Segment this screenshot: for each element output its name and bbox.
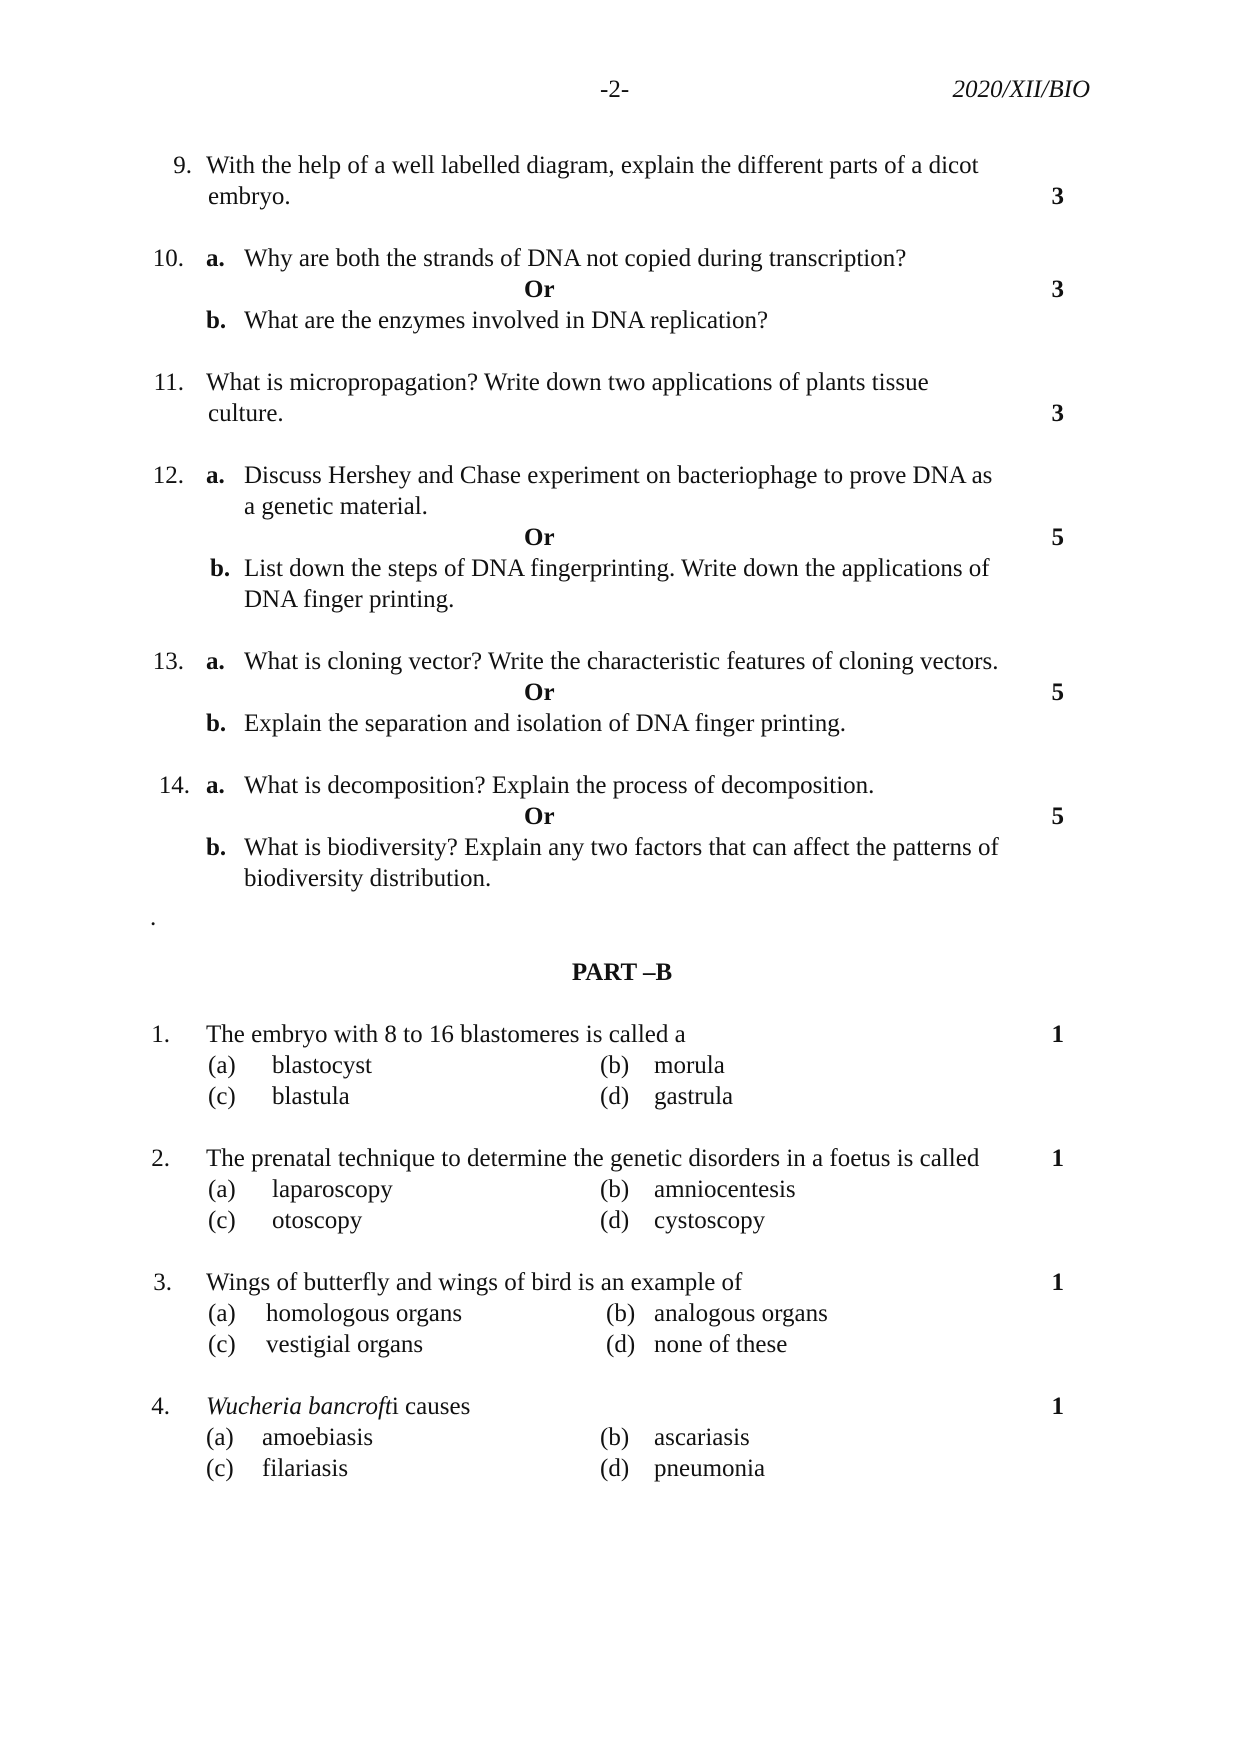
option-a-text-cont: a genetic material.: [244, 493, 428, 520]
option-b-text-cont: DNA finger printing.: [244, 586, 455, 613]
marks: 1: [1051, 1021, 1064, 1048]
question-number: 1.: [151, 1021, 170, 1048]
question-text: What is micropropagation? Write down two applications of plants tissue: [206, 369, 929, 396]
species-name: Wucheria bancroft: [206, 1393, 392, 1420]
option-a-label: a.: [206, 772, 225, 799]
question-number: 10.: [152, 245, 184, 272]
option-a-label: a.: [206, 462, 225, 489]
question-text: With the help of a well labelled diagram, explain the different parts of a dicot: [206, 152, 979, 179]
question-number: 4.: [151, 1393, 170, 1420]
or-label: Or: [524, 276, 555, 303]
question-number: 2.: [151, 1145, 170, 1172]
question-text: Wings of butterfly and wings of bird is an example of: [206, 1269, 743, 1296]
question-number: 9.: [173, 152, 192, 179]
option-b-text: List down the steps of DNA fingerprinting. Write down the applications of: [244, 555, 990, 582]
or-label: Or: [524, 524, 555, 551]
option-b-label: b.: [210, 555, 231, 582]
option-a-text: Discuss Hershey and Chase experiment on bacteriophage to prove DNA as: [244, 462, 993, 489]
question-text-cont: culture.: [208, 400, 284, 427]
question-text-cont: embryo.: [208, 183, 291, 210]
question-number: 11.: [153, 369, 184, 396]
marks: 1: [1051, 1269, 1064, 1296]
question-text: Wucheria bancrofti causes: [206, 1393, 471, 1420]
question-number: 3.: [153, 1269, 172, 1296]
paper-code: 2020/XII/BIO: [952, 76, 1090, 103]
option-a-text: Why are both the strands of DNA not copied during transcription?: [244, 245, 907, 272]
marks: 3: [1051, 400, 1064, 427]
marks: 5: [1051, 679, 1064, 706]
option-b-text: What is biodiversity? Explain any two factors that can affect the patterns of: [244, 834, 999, 861]
or-label: Or: [524, 679, 555, 706]
option-b-text: Explain the separation and isolation of DNA finger printing.: [244, 710, 846, 737]
option-a-label: a.: [206, 245, 225, 272]
or-label: Or: [524, 803, 555, 830]
marks: 5: [1051, 524, 1064, 551]
option-a-label: a.: [206, 648, 225, 675]
question-text: The prenatal technique to determine the genetic disorders in a foetus is called: [206, 1145, 980, 1172]
exam-page: -2- 2020/XII/BIO 9. With the help of a well labelled diagram, explain the different parts of a dicot embryo. 3 10. a. Why are both the strands of DNA not copied during transcription? Or 3 b. What are the enzymes involved in DNA replication? 11. What is micropropagation? Write down two applications of plants tissue culture. 3 12. a. Discuss Hershey and Chase experiment on bacteriophage to prove DNA as a genetic material. Or 5 b. List down the steps of DNA fingerprinting. Write down the applications of DNA finger printing. 13. a. What is cloning vector? Write the characteristic features of cloning vectors. Or 5 b. Explain the separation and isolation of DNA finger printing. 14. a. What is decomposition? Explain the process of decomposition. Or 5 b. What is biodiversity? Explain any two factors that can affect the patterns of biodiversity distribution. . PART –B 1. The embryo with 8 to 16 blastomeres is called a 1 (a) blastocyst (b) morula (c) blastula (d) gastrula 2. The prenatal technique to determine the genetic disorders in a foetus is called 1 (a) laparoscopy (b) amniocentesis (c) otoscopy (d) cystoscopy 3. Wings of butterfly and wings of bird is an example of 1 (a) homologous organs (b) analogous organs (c) vestigial organs (d) none of these 4. Wucheria bancrofti causes 1 (a) amoebiasis (b) ascariasis (c) filariasis (d) pneumonia: [0, 0, 1240, 1755]
question-number: 13.: [152, 648, 184, 675]
marks: 3: [1051, 276, 1064, 303]
option-a-text: What is decomposition? Explain the process of decomposition.: [244, 772, 875, 799]
option-b-text-cont: biodiversity distribution.: [244, 865, 492, 892]
marks: 1: [1051, 1393, 1064, 1420]
page-number: -2-: [600, 76, 630, 103]
marks: 3: [1051, 183, 1064, 210]
option-b-label: b.: [206, 710, 227, 737]
stray-dot: .: [150, 904, 157, 931]
option-b-text: What are the enzymes involved in DNA replication?: [244, 307, 769, 334]
option-a-text: What is cloning vector? Write the characteristic features of cloning vectors.: [244, 648, 999, 675]
question-number: 14.: [158, 772, 190, 799]
question-text: The embryo with 8 to 16 blastomeres is called a: [206, 1021, 686, 1048]
option-b-label: b.: [206, 307, 227, 334]
part-b-title: PART –B: [571, 959, 673, 986]
option-b-label: b.: [206, 834, 227, 861]
marks: 1: [1051, 1145, 1064, 1172]
question-number: 12.: [152, 462, 184, 489]
marks: 5: [1051, 803, 1064, 830]
